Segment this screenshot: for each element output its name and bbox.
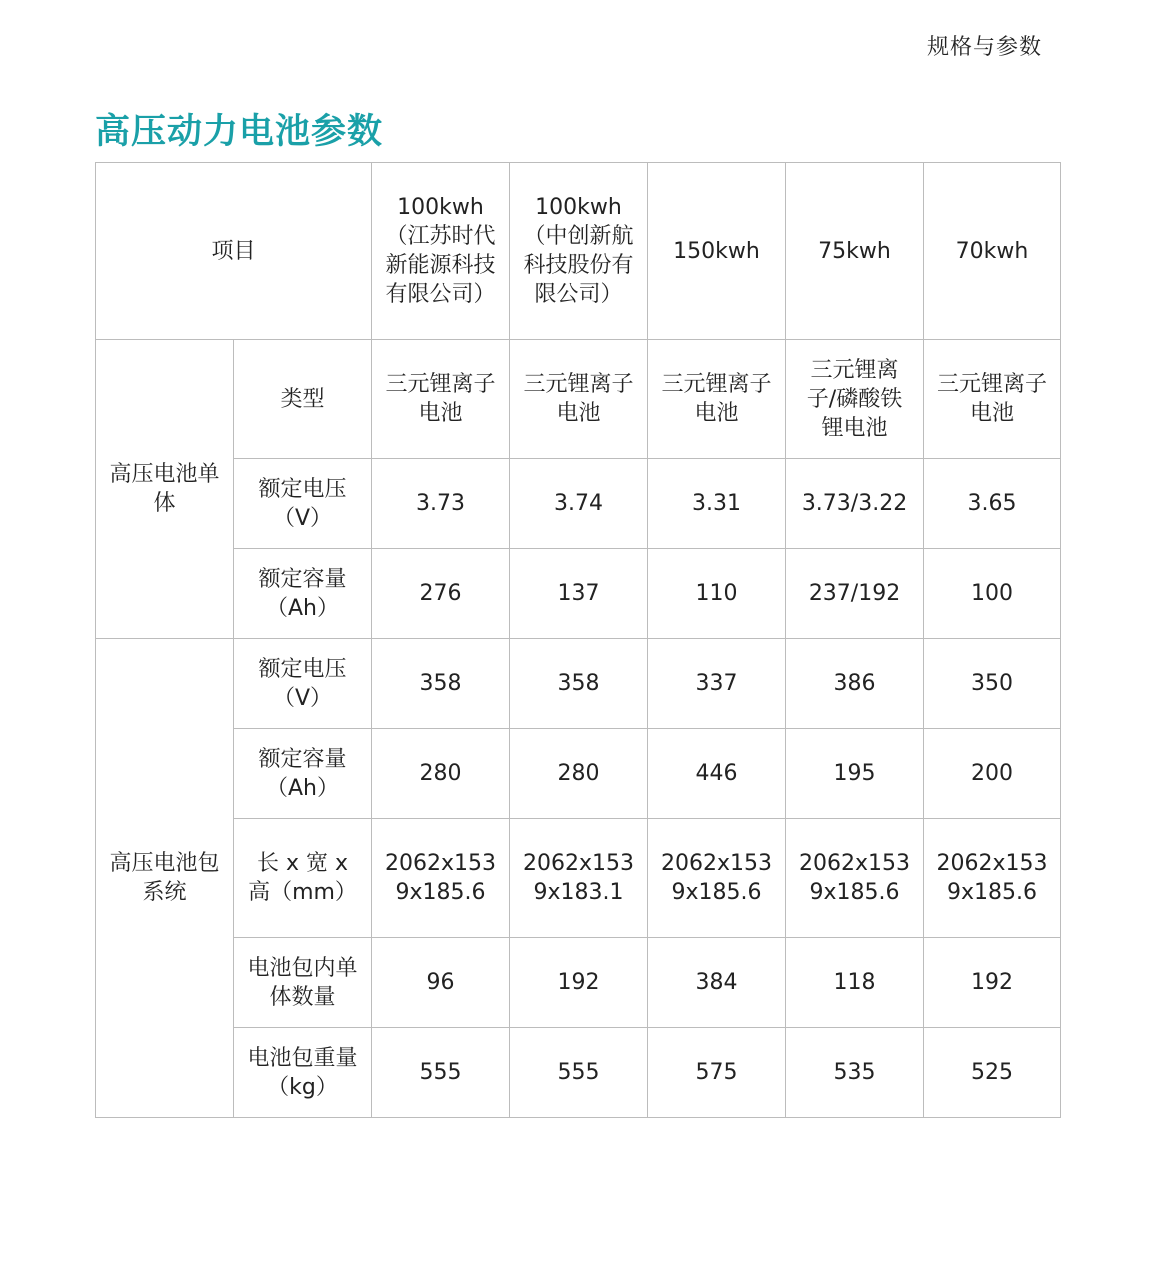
table-cell: 192 xyxy=(510,938,648,1028)
table-cell: 3.74 xyxy=(510,459,648,549)
table-cell: 350 xyxy=(924,639,1061,729)
table-cell: 237/192 xyxy=(786,549,924,639)
item-header-cell: 项目 xyxy=(96,163,372,340)
table-cell: 110 xyxy=(648,549,786,639)
table-header-row xyxy=(96,163,1061,340)
table-row xyxy=(96,459,1061,549)
table-cell: 118 xyxy=(786,938,924,1028)
table-cell: 3.73/3.22 xyxy=(786,459,924,549)
table-cell: 555 xyxy=(510,1028,648,1118)
table-cell: 358 xyxy=(372,639,510,729)
column-header-cell: 75kwh xyxy=(786,163,924,340)
table-cell: 386 xyxy=(786,639,924,729)
table-cell: 280 xyxy=(510,729,648,819)
table-cell: 2062x1539x183.1 xyxy=(510,819,648,938)
row-label-cell: 电池包内单体数量 xyxy=(234,938,372,1028)
table-row xyxy=(96,639,1061,729)
table-row xyxy=(96,729,1061,819)
section-header: 规格与参数 xyxy=(926,35,1042,60)
table-cell: 446 xyxy=(648,729,786,819)
row-label-cell: 电池包重量（kg） xyxy=(234,1028,372,1118)
table-cell: 96 xyxy=(372,938,510,1028)
battery-spec-table xyxy=(95,162,1061,1118)
row-label-cell: 额定容量（Ah） xyxy=(234,549,372,639)
table-row xyxy=(96,1028,1061,1118)
row-label-cell: 额定容量（Ah） xyxy=(234,729,372,819)
table-cell: 535 xyxy=(786,1028,924,1118)
table-cell: 三元锂离子电池 xyxy=(648,340,786,459)
column-header-cell: 150kwh xyxy=(648,163,786,340)
column-header-cell: 100kwh（江苏时代新能源科技有限公司） xyxy=(372,163,510,340)
group-label-cell: 高压电池单体 xyxy=(96,340,234,639)
table-cell: 200 xyxy=(924,729,1061,819)
column-header-cell: 100kwh（中创新航科技股份有限公司） xyxy=(510,163,648,340)
table-cell: 2062x1539x185.6 xyxy=(786,819,924,938)
table-cell: 575 xyxy=(648,1028,786,1118)
table-cell: 337 xyxy=(648,639,786,729)
table-cell: 3.65 xyxy=(924,459,1061,549)
row-label-cell: 额定电压（V） xyxy=(234,639,372,729)
table-cell: 276 xyxy=(372,549,510,639)
group-label-cell: 高压电池包系统 xyxy=(96,639,234,1118)
table-cell: 384 xyxy=(648,938,786,1028)
table-cell: 2062x1539x185.6 xyxy=(372,819,510,938)
table-cell: 3.31 xyxy=(648,459,786,549)
row-label-cell: 额定电压（V） xyxy=(234,459,372,549)
table-cell: 三元锂离子/磷酸铁锂电池 xyxy=(786,340,924,459)
table-cell: 280 xyxy=(372,729,510,819)
table-cell: 358 xyxy=(510,639,648,729)
table-cell: 3.73 xyxy=(372,459,510,549)
table-cell: 2062x1539x185.6 xyxy=(924,819,1061,938)
table-cell: 100 xyxy=(924,549,1061,639)
table-cell: 137 xyxy=(510,549,648,639)
table-cell: 三元锂离子电池 xyxy=(924,340,1061,459)
table-row xyxy=(96,819,1061,938)
table-cell: 192 xyxy=(924,938,1061,1028)
table-cell: 555 xyxy=(372,1028,510,1118)
table-cell: 525 xyxy=(924,1028,1061,1118)
table-cell: 195 xyxy=(786,729,924,819)
table-cell: 2062x1539x185.6 xyxy=(648,819,786,938)
row-label-cell: 类型 xyxy=(234,340,372,459)
table-cell: 三元锂离子电池 xyxy=(510,340,648,459)
table-cell: 三元锂离子电池 xyxy=(372,340,510,459)
row-label-cell: 长 x 宽 x 高（mm） xyxy=(234,819,372,938)
page-title: 高压动力电池参数 xyxy=(95,112,384,152)
table-row xyxy=(96,549,1061,639)
table-row xyxy=(96,340,1061,459)
table-row xyxy=(96,938,1061,1028)
column-header-cell: 70kwh xyxy=(924,163,1061,340)
